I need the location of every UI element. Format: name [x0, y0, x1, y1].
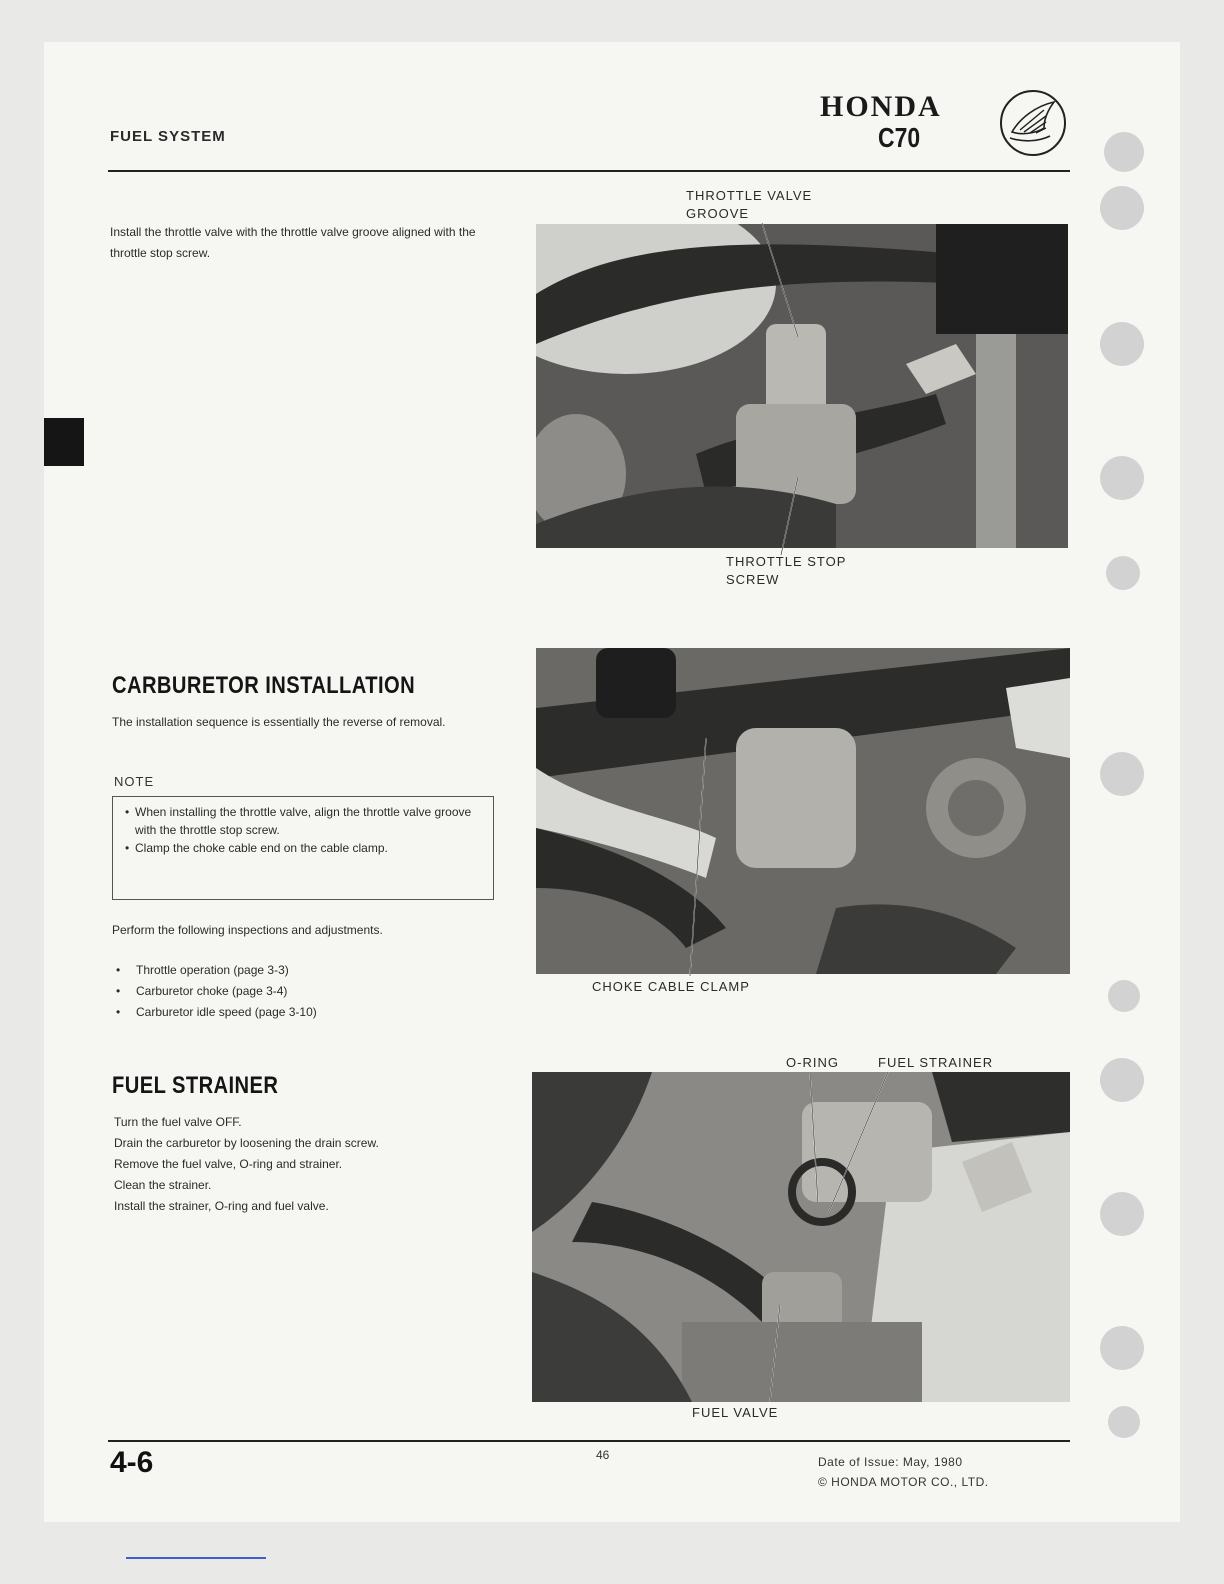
callout-line-fig2	[536, 648, 1070, 988]
callout-throttle-stop-screw: THROTTLE STOP SCREW	[726, 554, 847, 587]
note-item: • When installing the throttle valve, align the throttle valve groove with the throttle stop screw.	[125, 803, 483, 839]
list-item: • Throttle operation (page 3-3)	[114, 960, 317, 981]
binder-hole	[1100, 322, 1144, 366]
footer-rule	[108, 1440, 1070, 1442]
binder-hole	[1100, 186, 1144, 230]
callout-lines-fig1	[536, 187, 1068, 567]
honda-wing-logo-icon	[998, 88, 1068, 158]
note-item: • Clamp the choke cable end on the cable clamp.	[125, 839, 483, 857]
carburetor-intro-text: The installation sequence is essentially the reverse of removal.	[112, 715, 446, 729]
list-item: • Carburetor idle speed (page 3-10)	[114, 1002, 317, 1023]
binder-hole	[1100, 752, 1144, 796]
heading-carburetor-installation: CARBURETOR INSTALLATION	[112, 672, 416, 699]
binder-hole	[1100, 1326, 1144, 1370]
binder-hole	[1108, 980, 1140, 1012]
header-rule	[108, 170, 1070, 172]
copyright: © HONDA MOTOR CO., LTD.	[818, 1475, 989, 1489]
binder-hole	[1100, 1058, 1144, 1102]
step-text: Remove the fuel valve, O-ring and strainer.	[114, 1157, 343, 1171]
step-text: Turn the fuel valve OFF.	[114, 1115, 242, 1129]
brand-logo-text: HONDA	[820, 90, 942, 123]
binder-hole	[1108, 1406, 1140, 1438]
section-title: FUEL SYSTEM	[110, 128, 226, 145]
section-thumb-tab	[44, 418, 84, 466]
step-text: Drain the carburetor by loosening the drain screw.	[114, 1136, 379, 1150]
step-text: Install the strainer, O-ring and fuel valve.	[114, 1199, 329, 1213]
binder-hole	[1104, 132, 1144, 172]
sheet-number: 46	[596, 1448, 610, 1462]
step-text: Clean the strainer.	[114, 1178, 212, 1192]
fuel-strainer-steps	[114, 1112, 514, 1217]
inspection-list	[114, 960, 317, 1023]
callout-o-ring: O-RING	[786, 1055, 839, 1070]
intro-text: Install the throttle valve with the throttle valve groove aligned with the throttle stop screw.	[110, 225, 476, 260]
list-item: • Carburetor choke (page 3-4)	[114, 981, 317, 1002]
model-name: C70	[878, 122, 921, 153]
binder-hole	[1106, 556, 1140, 590]
heading-fuel-strainer: FUEL STRAINER	[112, 1072, 279, 1099]
note-box	[112, 796, 494, 900]
callout-throttle-valve-groove: THROTTLE VALVE GROOVE	[686, 188, 813, 221]
perform-text: Perform the following inspections and adjustments.	[112, 923, 383, 937]
callout-fuel-valve: FUEL VALVE	[692, 1405, 779, 1420]
callout-lines-fig3	[532, 1054, 1070, 1414]
binder-hole	[1100, 456, 1144, 500]
callout-choke-cable-clamp: CHOKE CABLE CLAMP	[592, 979, 750, 994]
bottom-link-bar[interactable]	[126, 1557, 266, 1559]
issue-info	[818, 1452, 989, 1492]
page-number: 4-6	[110, 1446, 154, 1479]
binder-hole	[1100, 1192, 1144, 1236]
callout-fuel-strainer: FUEL STRAINER	[878, 1055, 994, 1070]
issue-date: Date of Issue: May, 1980	[818, 1455, 963, 1469]
note-label: NOTE	[114, 774, 155, 789]
